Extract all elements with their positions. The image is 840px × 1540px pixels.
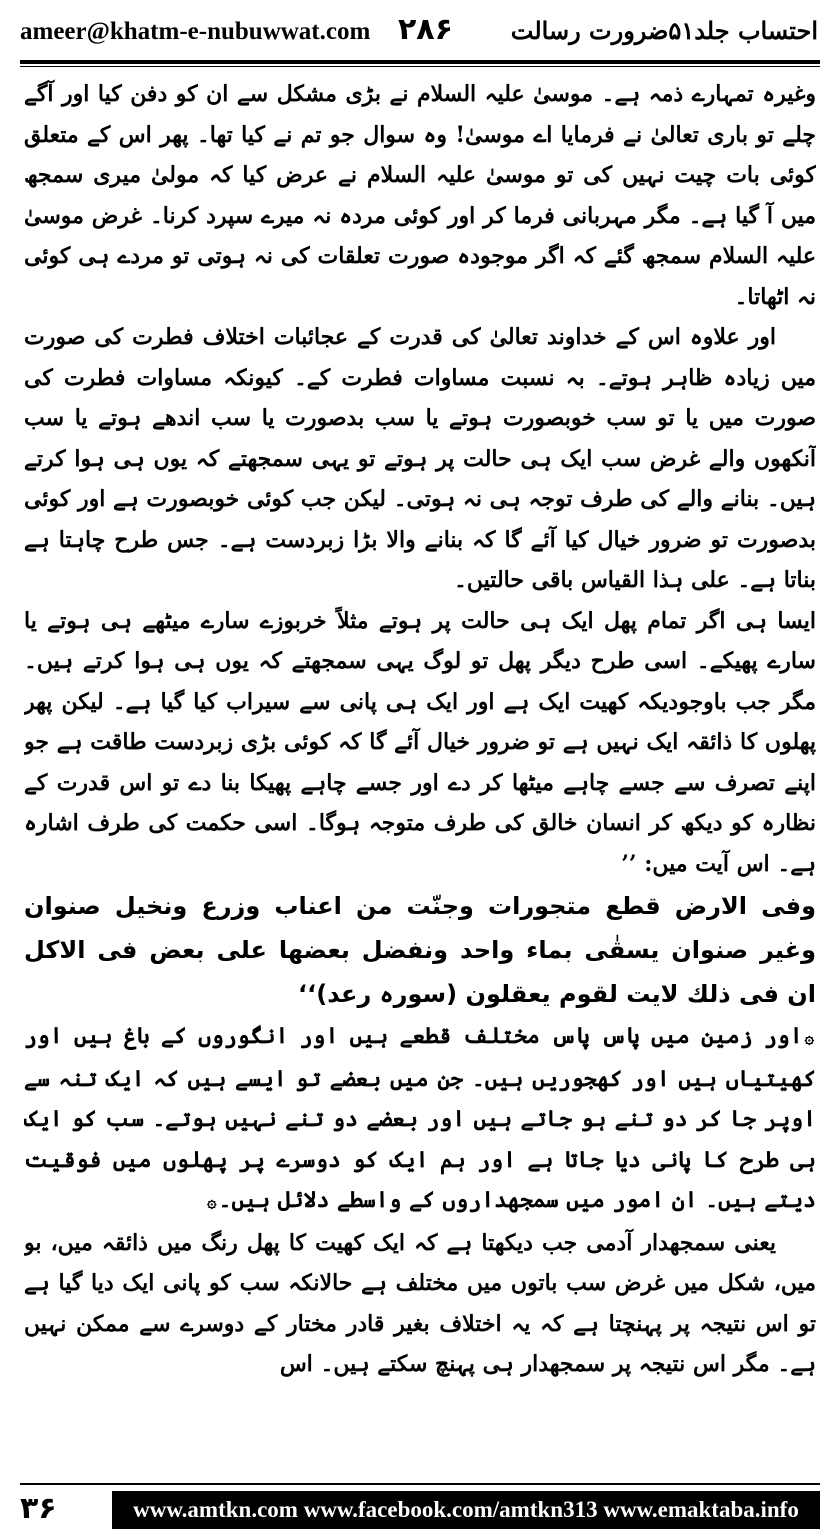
header-rule-thin [20,66,820,67]
paragraph-1: وغیرہ تمہارے ذمہ ہے۔ موسیٰ علیہ السلام نے بڑی مشکل سے ان کو دفن کیا اور آگے چلے تو باری تعالیٰ نے فرمایا اے موسیٰ! وہ سوال جو تم نے کیا تھا۔ پھر اس کے متعلق کوئی بات چیت نہیں کی تو موسیٰ علیہ السلام نے عرض کیا کہ مولیٰ میری سمجھ میں آ گیا ہے۔ مگر مہربانی فرما کر اور کوئی مردہ نہ میرے سپرد کرنا۔ غرض موسیٰ علیہ السلام سمجھ گئے کہ اگر موجودہ صورت تعلقات کی نہ ہوتی تو مردے ہی کوئی نہ اٹھاتا۔ [24,81,816,310]
footer-website-links[interactable]: www.amtkn.com www.facebook.com/amtkn313 www.emaktaba.info [112,1491,820,1529]
paragraph-4: یعنی سمجھدار آدمی جب دیکھتا ہے کہ ایک کھیت کا پھل رنگ میں ذائقہ میں، بو میں، شکل میں غرض سب باتوں میں مختلف ہے حالانکہ سب کو پانی ایک دیا گیا ہے تو اس نتیجہ پر پہنچتا ہے کہ یہ اختلاف بغیر قادر مختار کے دوسرے سے ممکن نہیں ہے۔ مگر اس نتیجہ پر سمجھدار ہی پہنچ سکتے ہیں۔ اس [24,1229,816,1377]
header-page-number: ۲۸۶ [398,12,453,47]
quran-verse-block [24,884,816,1016]
footer-page-number: ۳۶ [20,1489,112,1529]
header-rule [20,60,820,64]
footer-rule [20,1483,820,1485]
paragraph-2: اور علاوہ اس کے خداوند تعالیٰ کی قدرت کے عجائبات اختلاف فطرت کی صورت میں زیادہ ظاہر ہوتے۔ بہ نسبت مساوات فطرت کے۔ کیونکہ مساوات فطرت کی صورت میں یا تو سب خوبصورت ہوتے یا سب بدصورت یا سب اندھے ہوتے یا سب آنکھوں والے غرض سب ایک ہی حالت پر ہوتے تو یہی سمجھتے کہ یوں ہی ہوا کرتے ہیں۔ بنانے والے کی طرف توجہ ہی نہ ہوتی۔ لیکن جب کوئی خوبصورت ہے اور کوئی بدصورت تو ضرور خیال کیا آئے گا کہ بنانے والا بڑا زبردست ہے۔ جس طرح چاہتا ہے بناتا ہے۔ علی ہذا القیاس باقی حالتیں۔ [24,324,816,593]
page-header [20,14,820,60]
header-email: ameer@khatm-e-nubuwwat.com [20,18,371,45]
page-footer [20,1489,820,1529]
quran-verse: وفی الارض قطع متجورات وجنّت من اعناب وزرع ونخیل صنوان وغیر صنوان یسقٰی بماء واحد ونفضل بعضها علی بعض فی الاکل ان فی ذلك لایت لقوم یعقلون (سورہ رعد) [24,892,816,1008]
verse-translation: اور زمین میں پاس پاس مختلف قطعے ہیں اور انگوروں کے باغ ہیں اور کھیتیاں ہیں اور کھجوریں ہیں۔ جن میں بعضے تو ایسے ہیں کہ ایک تنہ سے اوپر جا کر دو تنے ہو جاتے ہیں اور بعضے دو تنے نہیں ہوتے۔ سب کو ایک ہی طرح کا پانی دیا جاتا ہے اور ہم ایک کو دوسرے پر پھلوں میں فوقیت دیتے ہیں۔ ان امور میں سمجھداروں کے واسطے دلائل ہیں۔ [24,1023,816,1213]
ornament-open-icon: ۞ [804,1028,814,1047]
page-body [24,74,816,1472]
header-book-title: احتساب جلد۵۱ضرورت رسالت [510,16,818,45]
ornament-close-icon: ۞ [207,1192,217,1211]
paragraph-3: ایسا ہی اگر تمام پھل ایک ہی حالت پر ہوتے مثلاً خربوزے سارے میٹھے ہی ہوتے یا سارے پھیکے۔ اسی طرح دیگر پھل تو لوگ یہی سمجھتے کہ یوں ہی ہوا کرتے ہیں۔ مگر جب باوجودیکہ کھیت ایک ہے اور ایک ہی پانی سے سیراب کیا گیا ہے۔ لیکن پھر پھلوں کا ذائقہ ایک نہیں ہے تو ضرور خیال آئے گا کہ کوئی بڑی زبردست طاقت ہے جو اپنے تصرف سے جسے چاہے میٹھا کر دے اور جسے چاہے پھیکا بنا دے تو اس قدرت کے نظارہ کو دیکھ کر انسان خالق کی طرف متوجہ ہوگا۔ اسی حکمت کی طرف اشارہ ہے۔ اس آیت میں: ’’ [24,607,816,877]
translation-block [24,1016,816,1223]
verse-closing-quote: ‘‘ [297,980,317,1008]
